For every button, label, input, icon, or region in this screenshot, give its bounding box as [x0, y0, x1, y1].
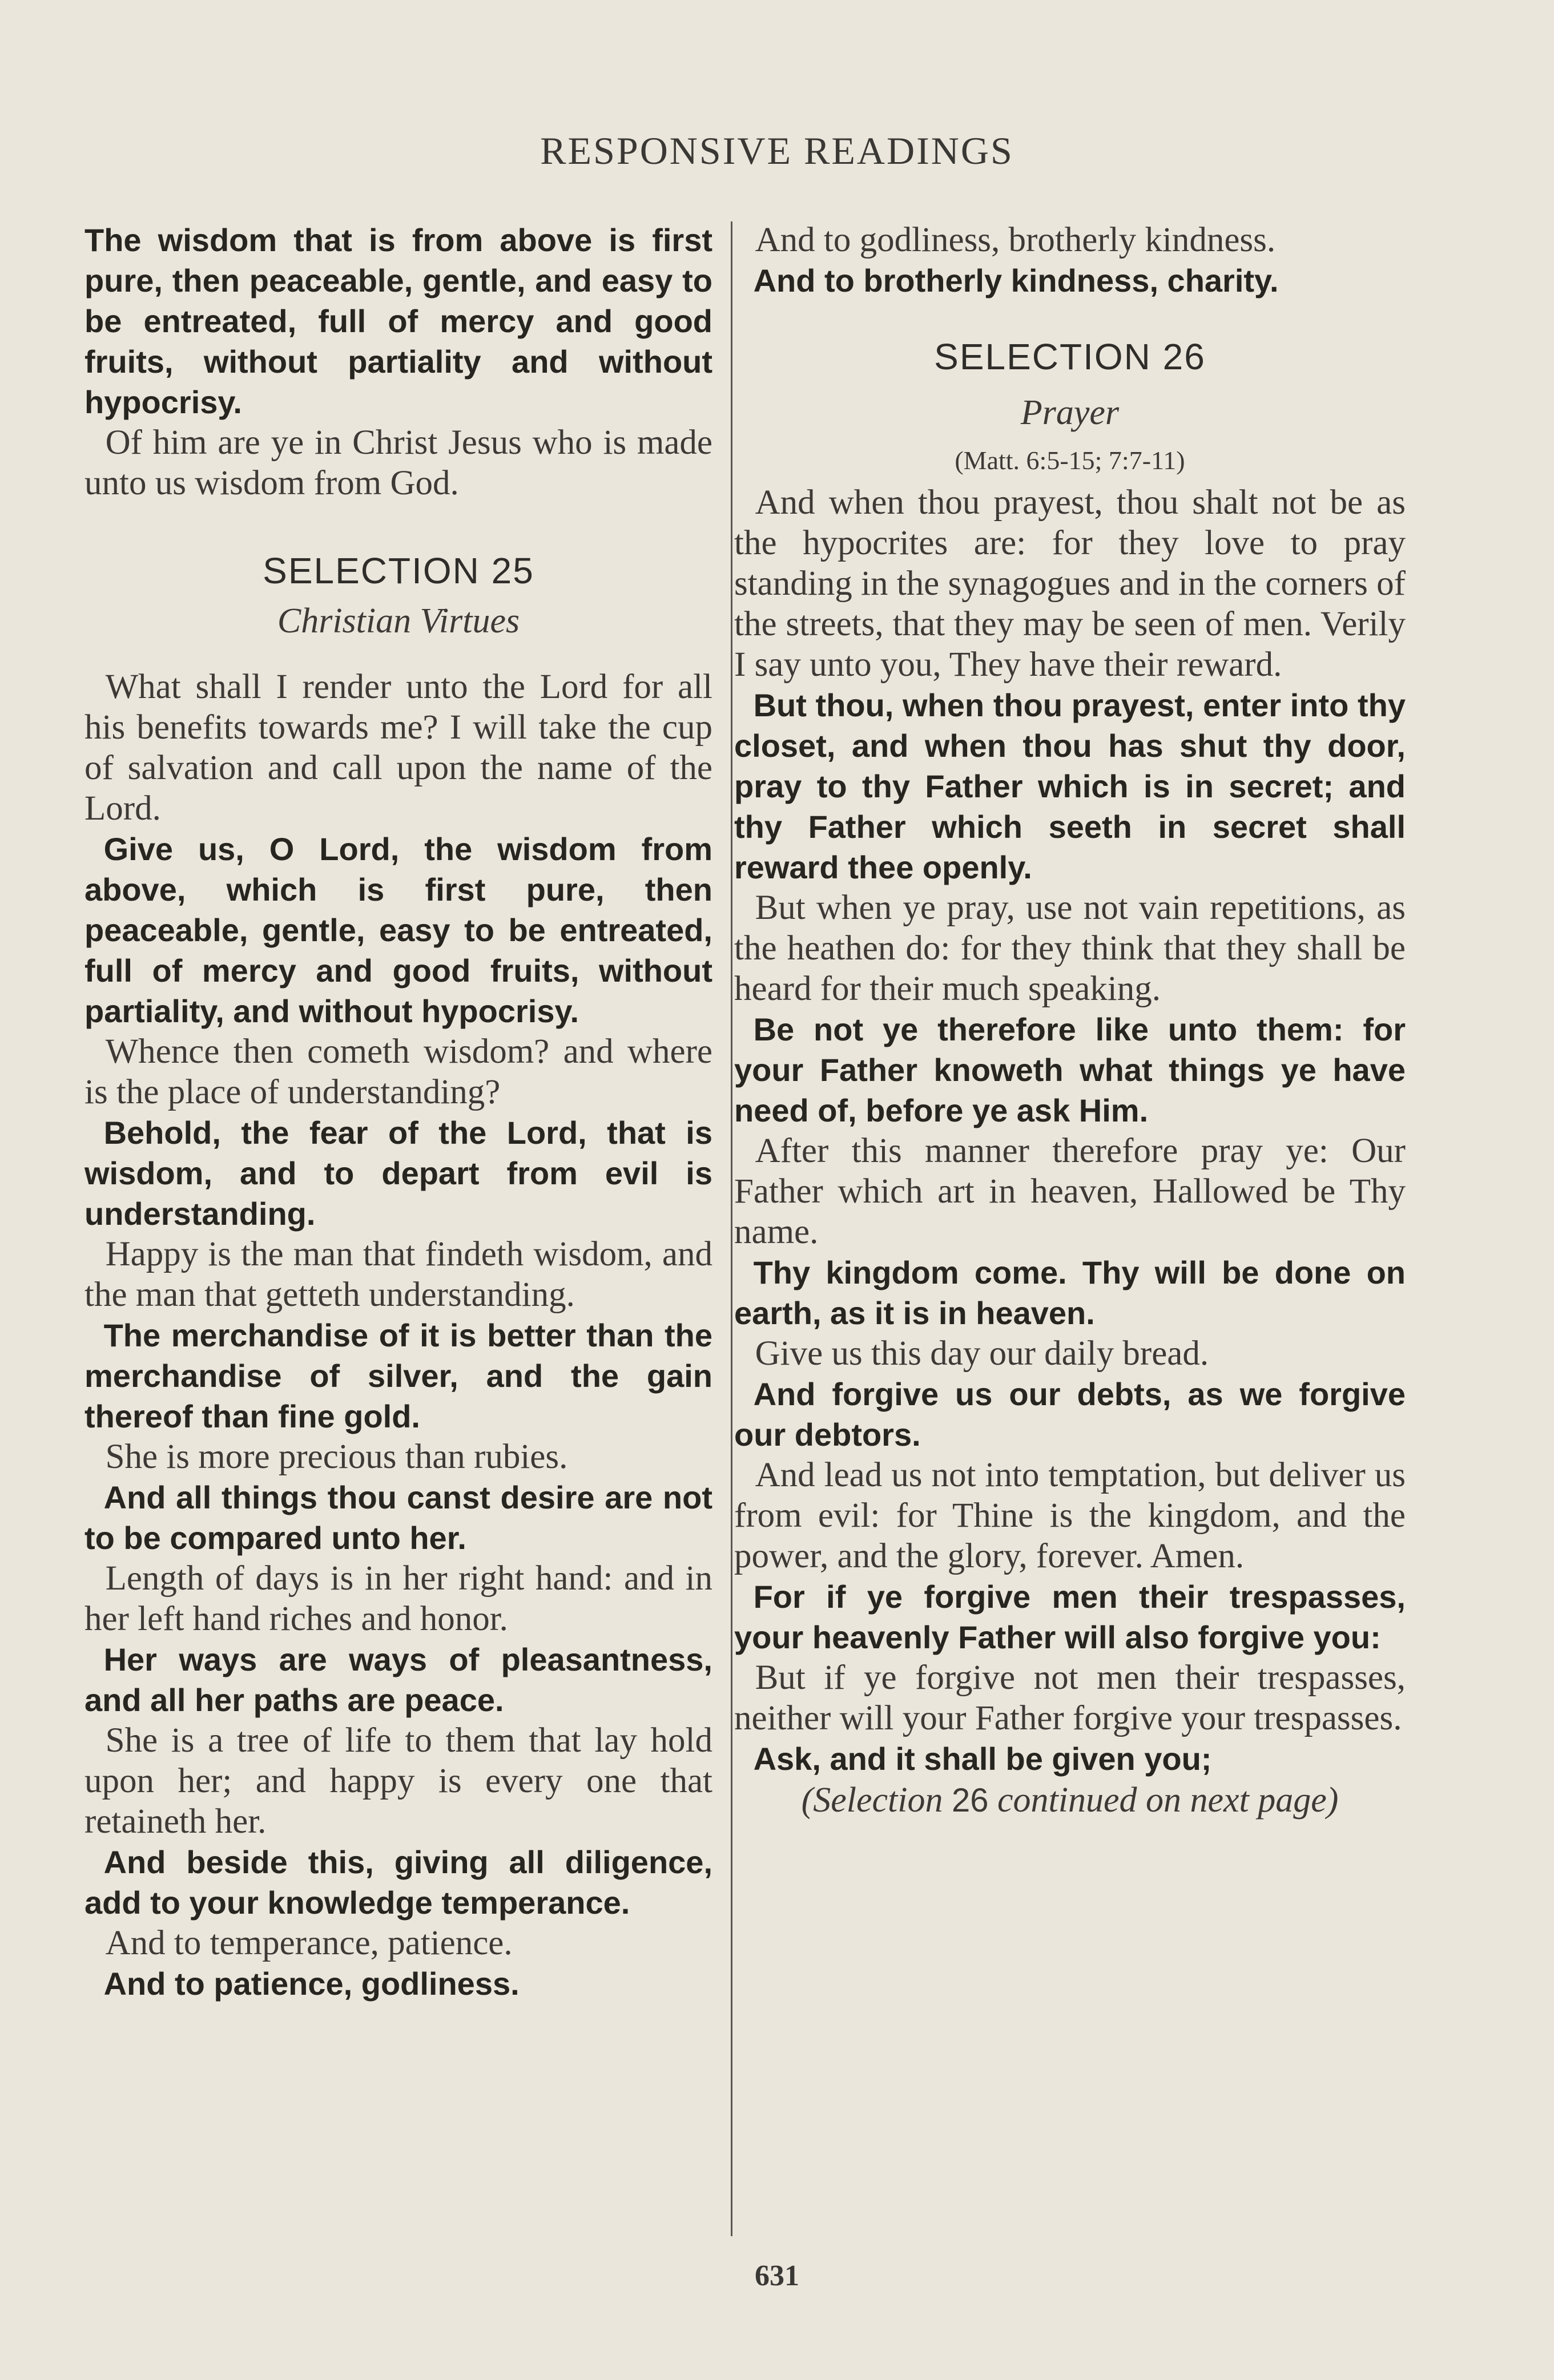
- congregation-verse: The merchandise of it is better than the merchandise of silver, and the gain thereof than fine gold.: [84, 1317, 712, 1434]
- page-header: RESPONSIVE READINGS: [540, 129, 1014, 172]
- congregation-verse: And to brotherly kindness, charity.: [753, 263, 1279, 298]
- congregation-verse: Her ways are ways of pleasantness, and all her paths are peace.: [84, 1641, 712, 1718]
- congregation-verse: Thy kingdom come. Thy will be done on earth, as it is in heaven.: [734, 1254, 1406, 1331]
- selection-title: SELECTION 25: [263, 550, 534, 591]
- leader-verse: Give us this day our daily bread.: [755, 1334, 1209, 1373]
- congregation-verse: Give us, O Lord, the wisdom from above, which is first pure, then peaceable, gentle, easy to be entreated, full of mercy and good fruits, without partiality, and without hypocrisy.: [84, 831, 712, 1029]
- congregation-verse: For if ye forgive men their trespasses, your heavenly Father will also forgive you:: [734, 1579, 1406, 1655]
- continued-note: [734, 1779, 1406, 1822]
- selection-subtitle: Prayer: [1020, 393, 1120, 432]
- leader-verse: And when thou prayest, thou shalt not be as the hypocrites are: for they love to pray standing in the synagogues and in the corners of the streets, that they may be seen of men. Verily I say unto you, They have their reward.: [734, 483, 1406, 684]
- leader-verse: And to godliness, brotherly kindness.: [755, 221, 1276, 259]
- congregation-verse: And forgive us our debts, as we forgive our debtors.: [734, 1376, 1406, 1453]
- leader-verse: Of him are ye in Christ Jesus who is made unto us wisdom from God.: [84, 423, 712, 502]
- continued-note-close: ): [1326, 1781, 1339, 1820]
- leader-verse: But if ye forgive not men their trespasses, neither will your Father forgive your trespasses.: [734, 1659, 1406, 1737]
- continued-verses: [734, 220, 1406, 301]
- leader-verse: After this manner therefore pray ye: Our Father which art in heaven, Hallowed be Thy name.: [734, 1132, 1406, 1251]
- leader-verse: And lead us not into temptation, but deliver us from evil: for Thine is the kingdom, and the power, and the glory, forever. Amen.: [734, 1456, 1406, 1575]
- selection-title: SELECTION 26: [934, 336, 1206, 377]
- continued-note-number: 26: [951, 1782, 989, 1819]
- congregation-verse: And beside this, giving all diligence, add to your knowledge temperance.: [84, 1844, 712, 1921]
- congregation-verse: Behold, the fear of the Lord, that is wisdom, and to depart from evil is understanding.: [84, 1115, 712, 1232]
- congregation-verse: Be not ye therefore like unto them: for your Father knoweth what things ye have need of, before ye ask Him.: [734, 1011, 1406, 1128]
- continued-note-suffix: continued on next page: [997, 1781, 1327, 1820]
- congregation-verse: The wisdom that is from above is first pure, then peaceable, gentle, and easy to be entreated, full of mercy and good fruits, without partiality and without hypocrisy.: [84, 222, 712, 420]
- continued-note-prefix: Selection: [813, 1781, 943, 1820]
- congregation-verse: And to patience, godliness.: [103, 1966, 520, 2002]
- scripture-reference: (Matt. 6:5-15; 7:7-11): [955, 446, 1185, 475]
- selection-subtitle: Christian Virtues: [277, 602, 520, 640]
- continued-note-open: (: [801, 1781, 814, 1820]
- leader-verse: And to temperance, patience.: [105, 1924, 513, 1962]
- leader-verse: Whence then cometh wisdom? and where is the place of understanding?: [84, 1032, 712, 1111]
- congregation-verse: Ask, and it shall be given you;: [753, 1741, 1212, 1777]
- page-number: 631: [755, 2260, 799, 2292]
- intro-verses: [84, 220, 712, 503]
- left-column: [84, 220, 712, 2004]
- column-divider: [731, 221, 732, 2236]
- leader-verse: Happy is the man that findeth wisdom, and the man that getteth understanding.: [84, 1235, 712, 1314]
- leader-verse: She is a tree of life to them that lay hold upon her; and happy is every one that retaineth her.: [84, 1721, 712, 1841]
- selection-25-heading: [84, 548, 712, 644]
- congregation-verse: But thou, when thou prayest, enter into thy closet, and when thou has shut thy door, pray to thy Father which is in secret; and thy Father which seeth in secret shall reward thee openly.: [734, 687, 1406, 885]
- leader-verse: What shall I render unto the Lord for all his benefits towards me? I will take the cup of salvation and call upon the name of the Lord.: [84, 668, 712, 828]
- leader-verse: She is more precious than rubies.: [105, 1438, 568, 1476]
- right-column: [734, 220, 1406, 1822]
- leader-verse: Length of days is in her right hand: and in her left hand riches and honor.: [84, 1559, 712, 1638]
- congregation-verse: And all things thou canst desire are not to be compared unto her.: [84, 1479, 712, 1556]
- selection-26-heading: [734, 334, 1406, 478]
- leader-verse: But when ye pray, use not vain repetitions, as the heathen do: for they think that they shall be heard for their much speaking.: [734, 889, 1406, 1008]
- selection-25-verses: [84, 667, 712, 2004]
- selection-26-verses: [734, 482, 1406, 1779]
